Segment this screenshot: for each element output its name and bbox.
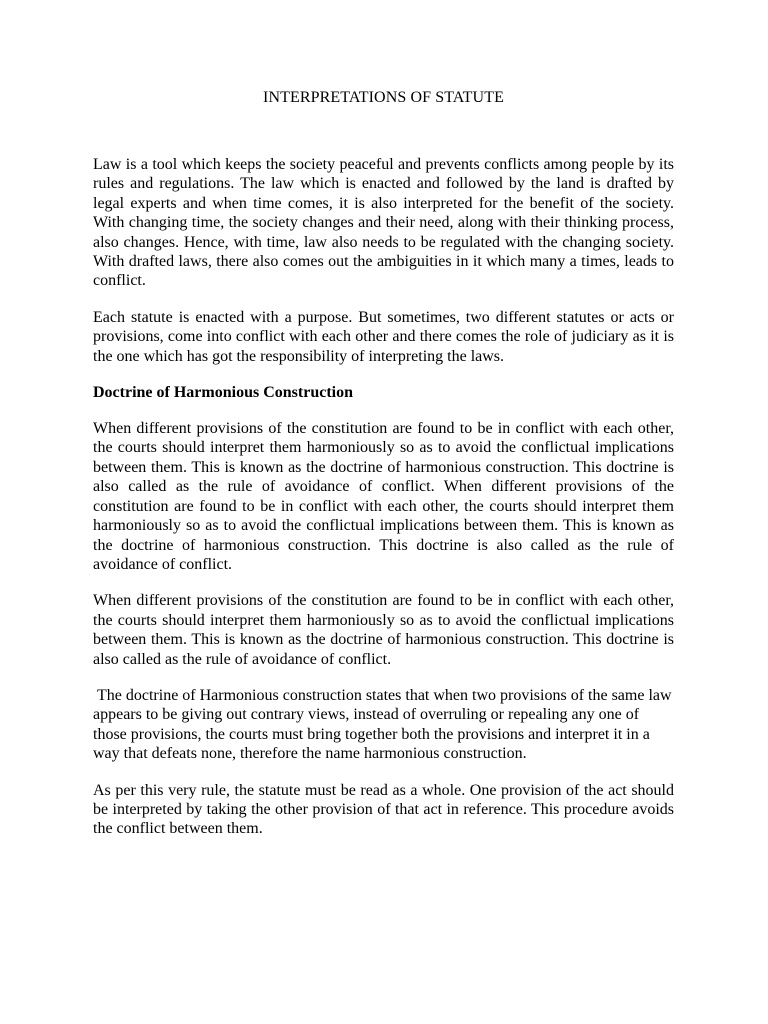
intro-paragraph-2: Each statute is enacted with a purpose. But sometimes, two different statutes or acts or provisions, come into conflict with each other and there comes the role of judiciary as it is the one which has got the responsibility of interpreting the laws. <box>93 308 674 365</box>
document-title: INTERPRETATIONS OF STATUTE <box>263 89 504 106</box>
document-page <box>93 88 674 856</box>
section-paragraph-4: As per this very rule, the statute must be read as a whole. One provision of the act should be interpreted by taking the other provision of that act in reference. This procedure avoids the conflict between them. <box>93 781 674 838</box>
section-paragraph-1: When different provisions of the constitution are found to be in conflict with each other, the courts should interpret them harmoniously so as to avoid the conflictual implications between them. This is known as the doctrine of harmonious construction. This doctrine is also called as the rule of avoidance of conflict. When different provisions of the constitution are found to be in conflict with each other, the courts should interpret them harmoniously so as to avoid the conflictual implications between them. This is known as the doctrine of harmonious construction. This doctrine is also called as the rule of avoidance of conflict. <box>93 420 674 573</box>
section-heading: Doctrine of Harmonious Construction <box>93 384 353 402</box>
section-paragraph-3: The doctrine of Harmonious construction states that when two provisions of the same law appears to be giving out contrary views, instead of overruling or repealing any one of those provisions, the courts must bring together both the provisions and interpret it in a way that defeats none, therefore the name harmonious construction. <box>93 686 672 763</box>
section-paragraph-2: When different provisions of the constitution are found to be in conflict with each other, the courts should interpret them harmoniously so as to avoid the conflictual implications between them. This is known as the doctrine of harmonious construction. This doctrine is also called as the rule of avoidance of conflict. <box>93 592 674 668</box>
intro-paragraph-1: Law is a tool which keeps the society peaceful and prevents conflicts among people by its rules and regulations. The law which is enacted and followed by the land is drafted by legal experts and when time comes, it is also interpreted for the benefit of the society. With changing time, the society changes and their need, along with their thinking process, also changes. Hence, with time, law also needs to be regulated with the changing society. With drafted laws, there also comes out the ambiguities in it which many a times, leads to conflict. <box>93 156 674 290</box>
